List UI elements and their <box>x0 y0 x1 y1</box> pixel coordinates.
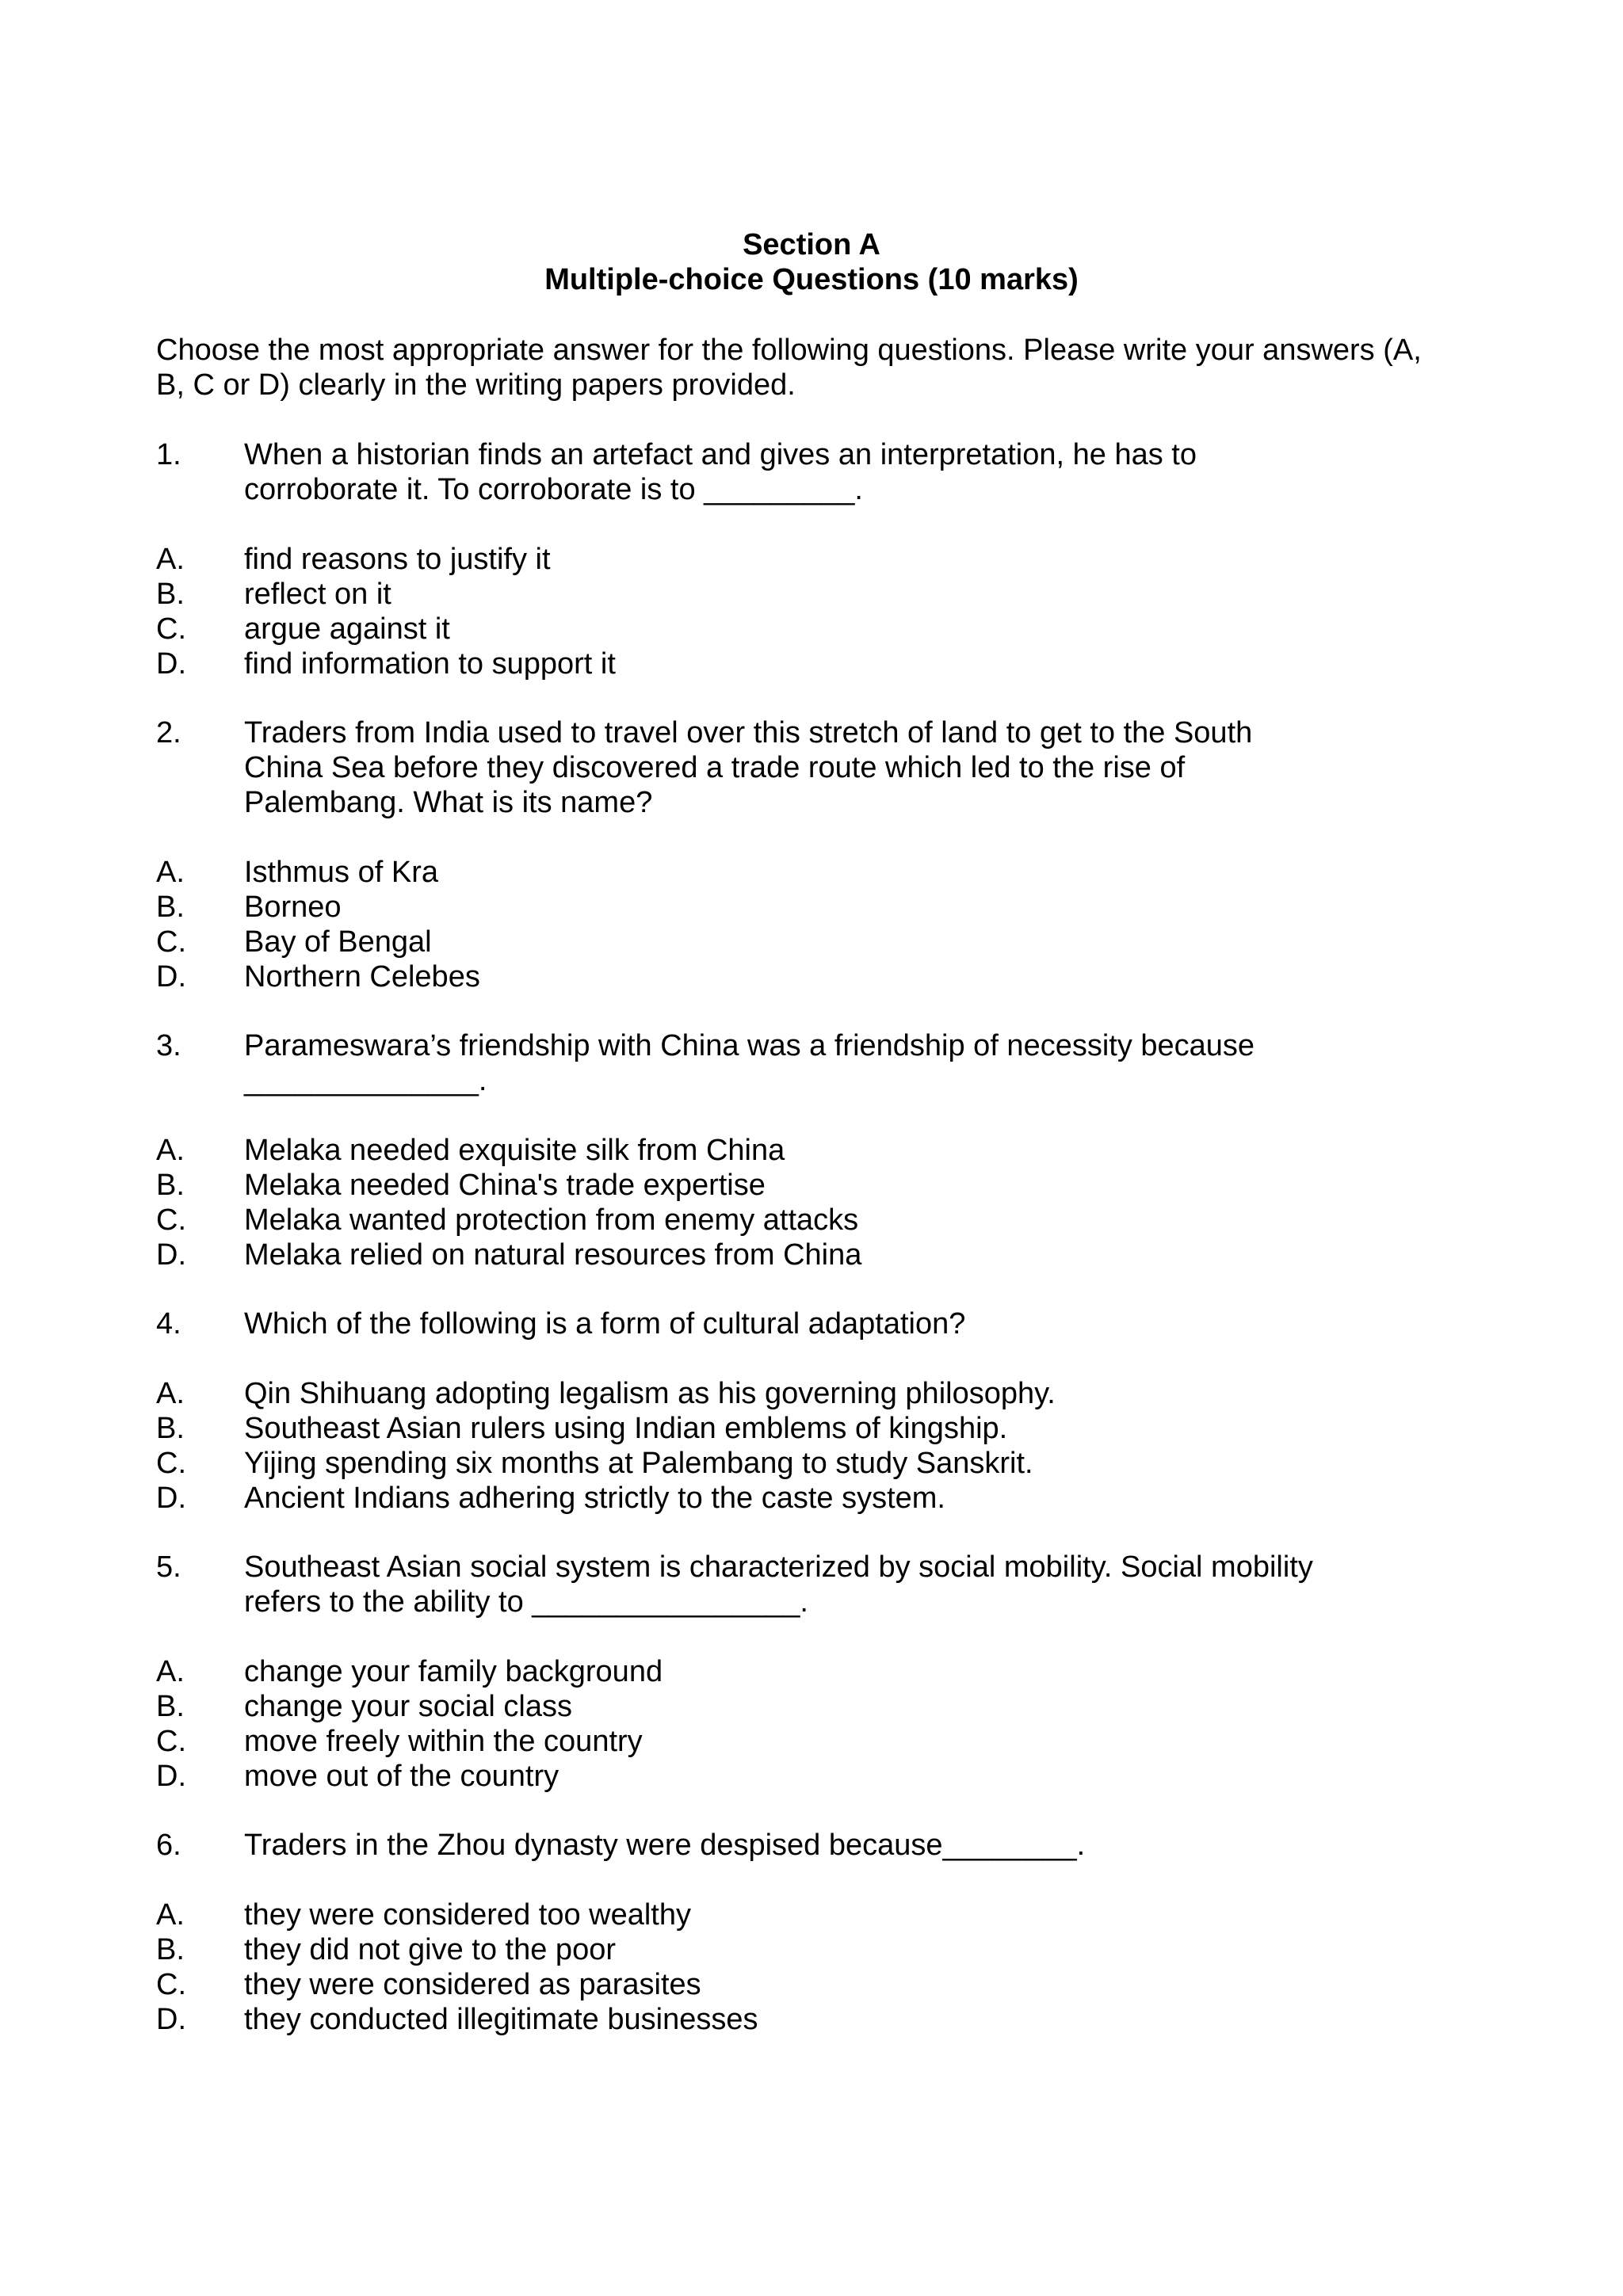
option-text: argue against it <box>244 612 450 646</box>
question-number: 6. <box>156 1829 181 1862</box>
option-letter: B. <box>156 1169 185 1202</box>
question-text: ______________. <box>244 1064 487 1097</box>
question-text: When a historian finds an artefact and gives an interpretation, he has to <box>244 438 1197 471</box>
option-letter: C. <box>156 925 186 959</box>
instructions-line-1: Choose the most appropriate answer for the following questions. Please write your answers (A, <box>156 334 1422 367</box>
question-text: Parameswara’s friendship with China was a friendship of necessity because <box>244 1029 1255 1062</box>
option-letter: D. <box>156 1760 186 1793</box>
section-subtitle: Multiple-choice Questions (10 marks) <box>544 263 1079 296</box>
question-text: Traders in the Zhou dynasty were despised because________. <box>244 1829 1086 1862</box>
option-letter: B. <box>156 1690 185 1723</box>
option-letter: D. <box>156 1238 186 1272</box>
option-text: Melaka relied on natural resources from China <box>244 1238 862 1272</box>
question-text: Palembang. What is its name? <box>244 786 653 819</box>
question-number: 3. <box>156 1029 181 1062</box>
question-text: corroborate it. To corroborate is to _________. <box>244 473 863 506</box>
option-text: Ancient Indians adhering strictly to the caste system. <box>244 1482 945 1515</box>
option-letter: C. <box>156 1725 186 1758</box>
option-letter: C. <box>156 612 186 646</box>
question-text: refers to the ability to ________________. <box>244 1585 808 1619</box>
option-letter: B. <box>156 578 185 611</box>
option-text: Borneo <box>244 891 342 924</box>
section-title: Section A <box>743 228 880 261</box>
option-text: Qin Shihuang adopting legalism as his governing philosophy. <box>244 1377 1056 1410</box>
instructions <box>156 333 1456 402</box>
option-text: move out of the country <box>244 1760 559 1793</box>
option-letter: D. <box>156 2003 186 2036</box>
option-text: find information to support it <box>244 647 616 681</box>
option-letter: A. <box>156 1134 185 1167</box>
question-text: China Sea before they discovered a trade route which led to the rise of <box>244 751 1186 784</box>
option-letter: A. <box>156 543 185 576</box>
option-text: they were considered as parasites <box>244 1968 701 2001</box>
option-letter: A. <box>156 1898 185 1932</box>
option-text: reflect on it <box>244 578 391 611</box>
option-text: Melaka wanted protection from enemy attacks <box>244 1203 859 1237</box>
option-letter: D. <box>156 960 186 994</box>
option-letter: A. <box>156 1655 185 1688</box>
question-number: 5. <box>156 1550 181 1584</box>
option-text: find reasons to justify it <box>244 543 551 576</box>
option-letter: B. <box>156 1933 185 1966</box>
option-text: Southeast Asian rulers using Indian emblems of kingship. <box>244 1412 1008 1445</box>
option-text: Yijing spending six months at Palembang to study Sanskrit. <box>244 1447 1033 1480</box>
option-text: Melaka needed exquisite silk from China <box>244 1134 785 1167</box>
option-text: they were considered too wealthy <box>244 1898 691 1932</box>
option-text: Northern Celebes <box>244 960 480 994</box>
option-letter: D. <box>156 1482 186 1515</box>
option-text: Bay of Bengal <box>244 925 432 959</box>
option-letter: C. <box>156 1203 186 1237</box>
question-number: 4. <box>156 1307 181 1341</box>
option-text: they conducted illegitimate businesses <box>244 2003 758 2036</box>
option-text: they did not give to the poor <box>244 1933 616 1966</box>
option-text: Isthmus of Kra <box>244 856 438 889</box>
option-letter: B. <box>156 1412 185 1445</box>
question-text: Which of the following is a form of cultural adaptation? <box>244 1307 966 1341</box>
option-letter: A. <box>156 1377 185 1410</box>
option-text: move freely within the country <box>244 1725 643 1758</box>
question-text: Traders from India used to travel over this stretch of land to get to the South <box>244 716 1253 749</box>
option-letter: B. <box>156 891 185 924</box>
option-text: change your family background <box>244 1655 663 1688</box>
question-number: 2. <box>156 716 181 749</box>
option-letter: C. <box>156 1447 186 1480</box>
option-letter: D. <box>156 647 186 681</box>
question-text: Southeast Asian social system is characterized by social mobility. Social mobility <box>244 1550 1313 1584</box>
question-number: 1. <box>156 438 181 471</box>
option-letter: C. <box>156 1968 186 2001</box>
option-text: Melaka needed China's trade expertise <box>244 1169 766 1202</box>
option-text: change your social class <box>244 1690 572 1723</box>
instructions-line-2: B, C or D) clearly in the writing papers provided. <box>156 368 796 402</box>
option-letter: A. <box>156 856 185 889</box>
